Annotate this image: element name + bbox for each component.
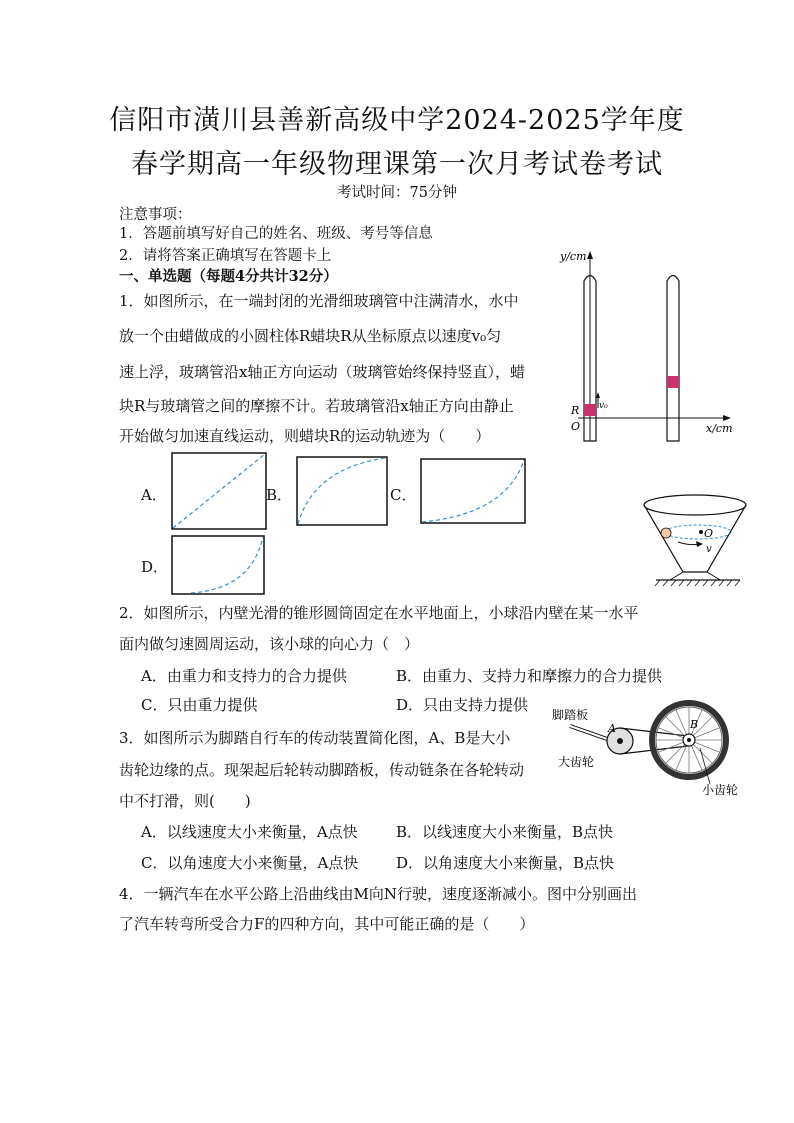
page-title-line2: 春学期高一年级物理课第一次月考试卷考试 [131, 149, 663, 180]
q4-line: 了汽车转弯所受合力F的四种方向，其中可能正确的是（ ） [119, 915, 535, 933]
glass-tube-right [667, 276, 679, 442]
q1-option-b: B． [266, 486, 293, 504]
q1-tube-figure [558, 246, 738, 446]
velocity-label: v₀ [599, 401, 608, 411]
ball [661, 528, 671, 538]
q2-option-b: B．由重力、支持力和摩擦力的合力提供 [396, 667, 663, 685]
q1-option-b-graph [296, 456, 388, 526]
q2-option-a: A．由重力和支持力的合力提供 [141, 667, 347, 685]
q1-line: 开始做匀加速直线运动，则蜡块R的运动轨迹为（ ） [119, 427, 491, 445]
q3-gear-figure [548, 698, 778, 800]
exam-time: 考试时间：75分钟 [337, 185, 457, 201]
velocity-label: v [706, 544, 712, 555]
q2-cone-figure [640, 492, 750, 592]
page-title-line1: 信阳市潢川县善新高级中学2024-2025学年度 [109, 105, 685, 136]
q1-option-a: A． [141, 486, 167, 504]
q3-option-b: B．以线速度大小来衡量，B点快 [396, 823, 614, 841]
x-axis-label: x/cm [706, 422, 733, 435]
notice-item: 1．答题前填写好自己的姓名、班级、考号等信息 [119, 226, 433, 242]
big-gear-label: 大齿轮 [558, 755, 595, 769]
q3-line: 齿轮边缘的点。现架起后轮转动脚踏板，传动链条在各轮转动 [119, 761, 525, 779]
q1-line: 1．如图所示，在一端封闭的光滑细玻璃管中注满清水，水中 [119, 292, 519, 310]
q4-line: 4．一辆汽车在水平公路上沿曲线由M向N行驶，速度逐渐减小。图中分别画出 [119, 885, 638, 903]
q3-line: 3．如图所示为脚踏自行车的传动装置简化图，A、B是大小 [119, 729, 511, 747]
small-gear-label: 小齿轮 [702, 783, 739, 797]
y-axis-label: y/cm [560, 250, 587, 263]
q3-option-d: D．以角速度大小来衡量，B点快 [396, 854, 615, 872]
q3-line: 中不打滑，则( ) [119, 792, 251, 810]
q1-line: 块R与玻璃管之间的摩擦不计。若玻璃管沿x轴正方向由静止 [119, 397, 514, 415]
origin-label: O [571, 420, 581, 433]
wax-block-r [584, 404, 596, 416]
q1-option-d: D． [141, 558, 169, 576]
ground-hatch [655, 580, 740, 586]
q2-option-d: D．只由支持力提供 [396, 696, 529, 714]
x-axis-arrow [723, 415, 731, 421]
orbit-path [665, 525, 731, 539]
pedal-label: 脚踏板 [552, 708, 589, 722]
q1-line: 速上浮，玻璃管沿x轴正方向运动（玻璃管始终保持竖直），蜡 [119, 363, 525, 381]
q1-option-c: C． [390, 486, 417, 504]
q1-option-a-graph [171, 452, 267, 530]
q2-line: 2．如图所示，内壁光滑的锥形圆筒固定在水平地面上，小球沿内壁在某一水平 [119, 604, 639, 622]
wax-block-r-moved [667, 376, 679, 388]
q2-option-c: C．只由重力提供 [141, 696, 258, 714]
notice-item: 2．请将答案正确填写在答题卡上 [119, 248, 332, 264]
q1-option-d-graph [171, 535, 265, 595]
point-b-label: B [690, 718, 699, 731]
cone-rim [644, 495, 746, 515]
center-label: O [704, 527, 714, 540]
center-point [699, 530, 703, 534]
q1-option-c-graph [420, 458, 526, 524]
block-label: R [571, 404, 580, 417]
y-axis-arrow [587, 251, 593, 259]
notice-heading: 注意事项： [119, 207, 192, 223]
q1-line: 放一个由蜡做成的小圆柱体R蜡块R从坐标原点以速度v₀匀 [119, 327, 502, 345]
q3-option-a: A．以线速度大小来衡量，A点快 [141, 823, 358, 841]
point-a-label: A [608, 722, 616, 735]
q2-line: 面内做匀速圆周运动，该小球的向心力（ ） [119, 635, 420, 653]
section-heading: 一、单选题（每题4分共计32分） [119, 268, 338, 285]
q3-option-c: C．以角速度大小来衡量，A点快 [141, 854, 359, 872]
